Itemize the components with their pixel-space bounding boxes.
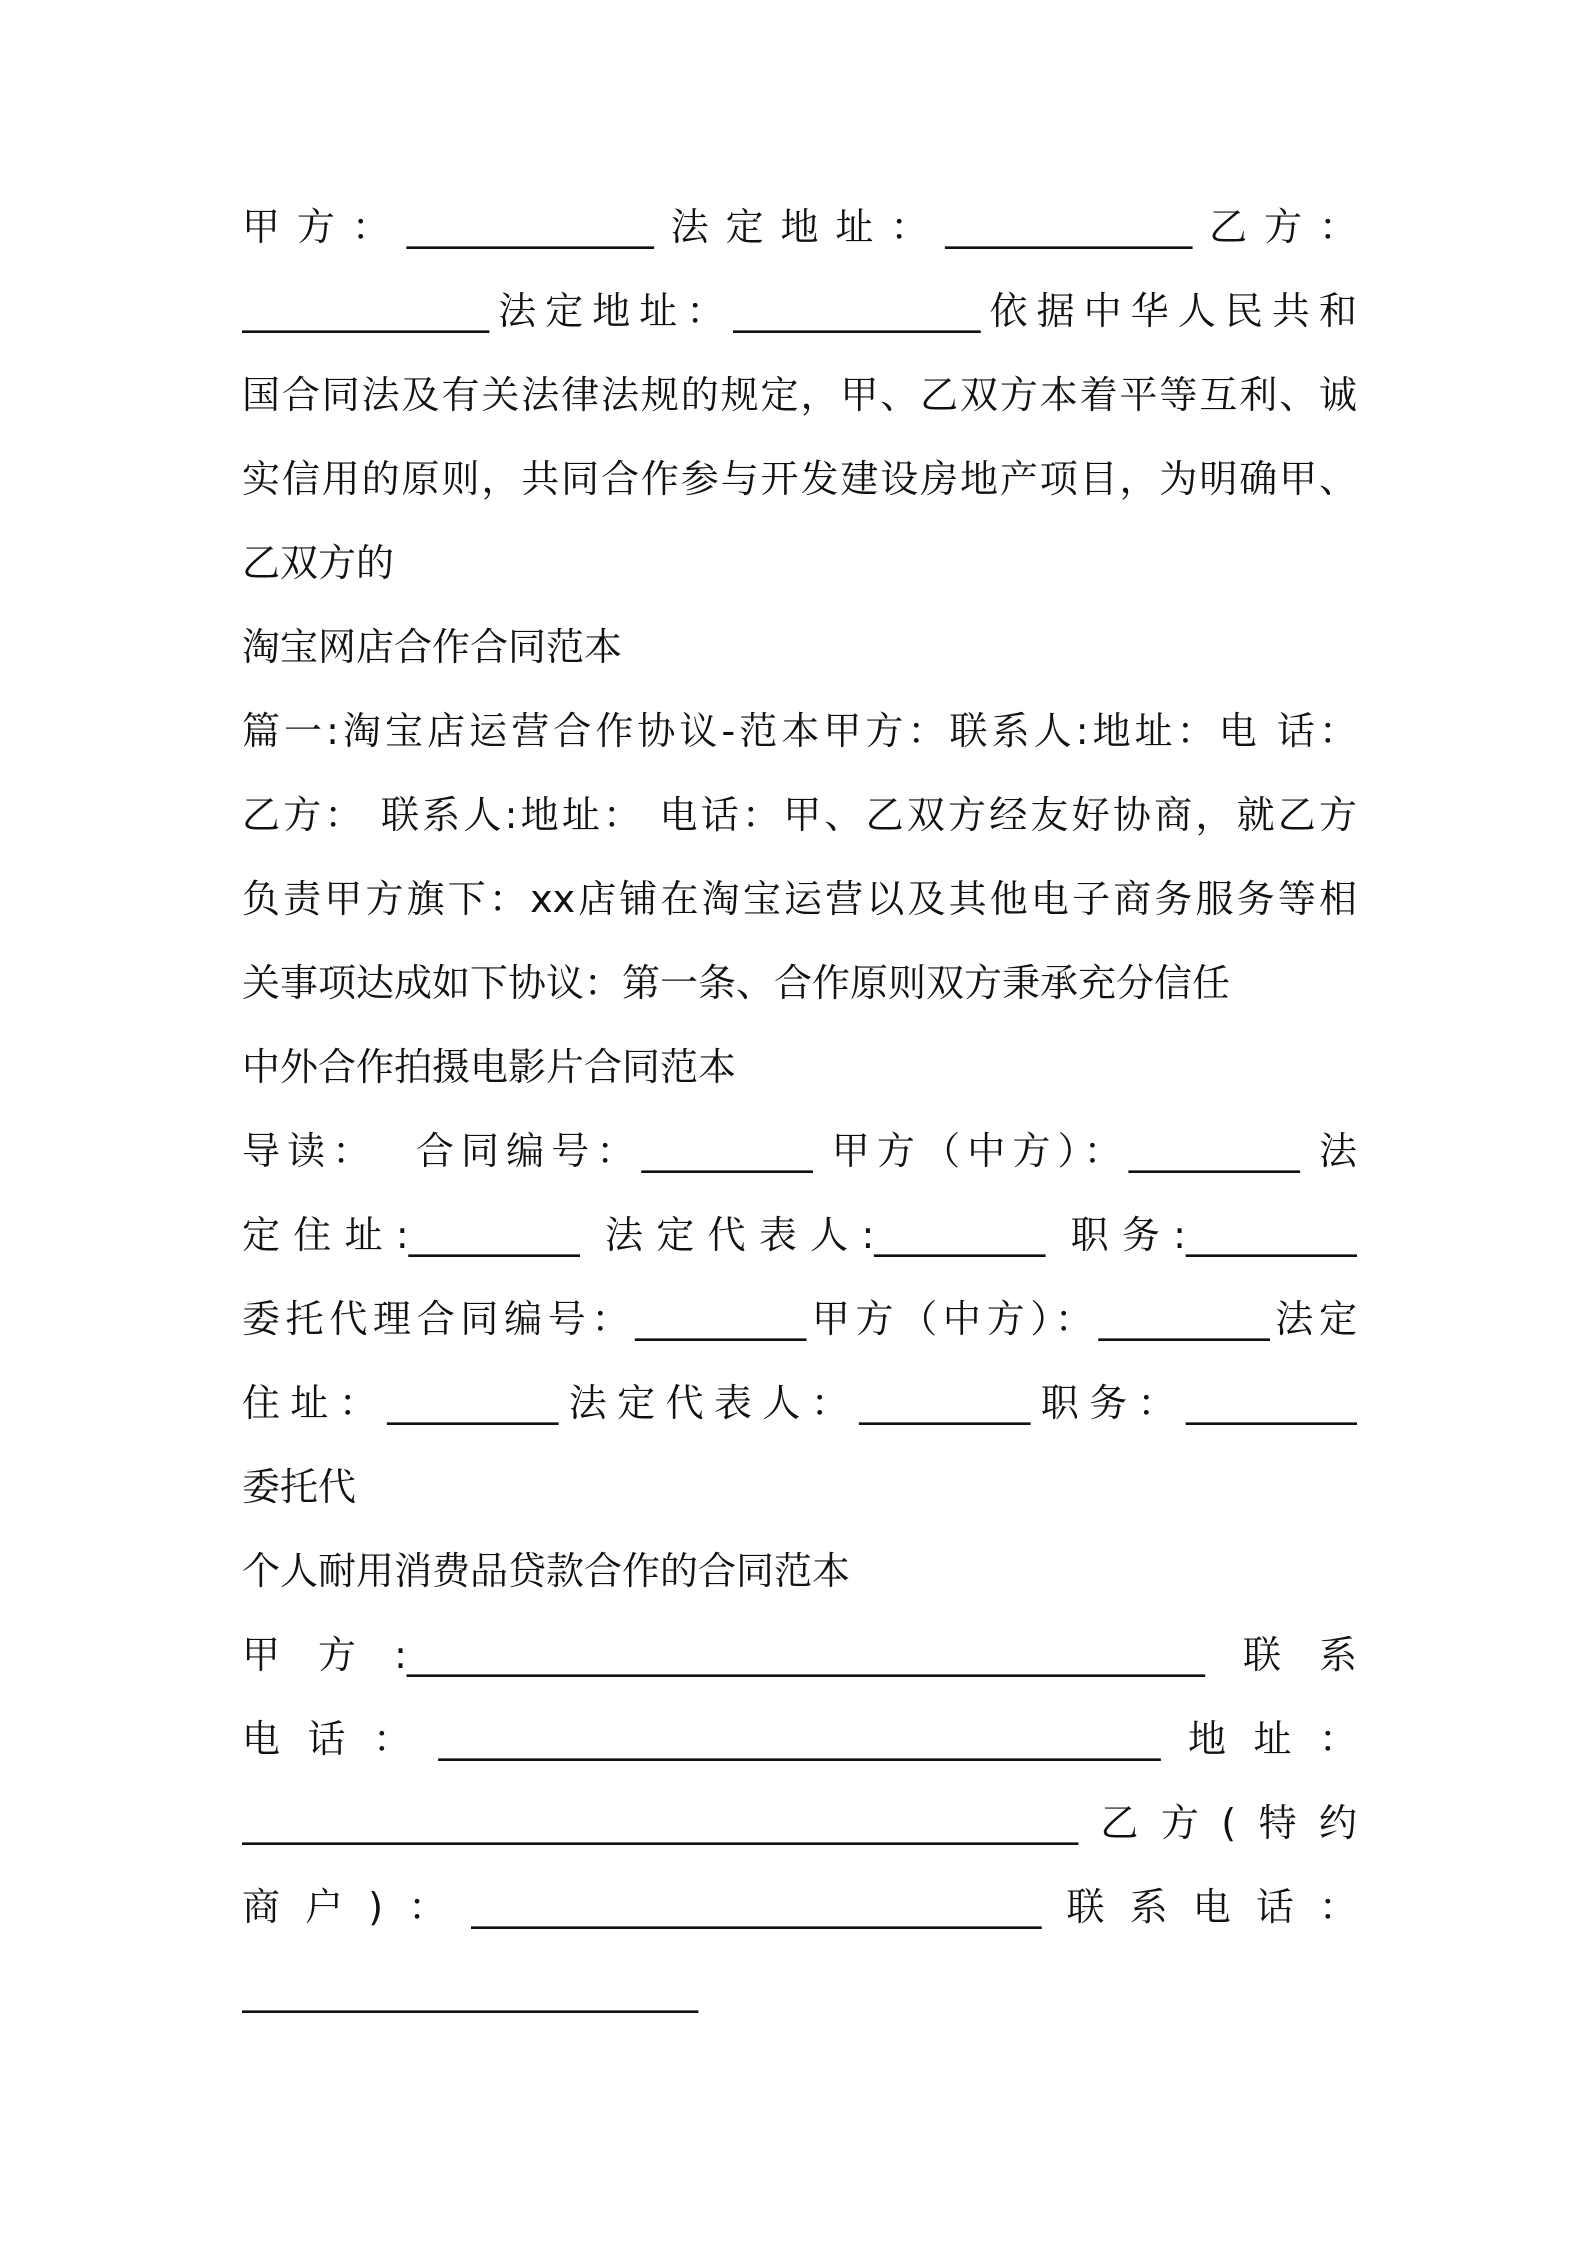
text-line: 实信用的原则，共同合作参与开发建设房地产项目，为明确甲、 bbox=[242, 457, 1357, 501]
text-line: 电话：______________________________________地址： bbox=[242, 1717, 1357, 1761]
section-heading: 中外合作拍摄电影片合同范本 bbox=[242, 1045, 737, 1089]
section-heading: 个人耐用消费品贷款合作的合同范本 bbox=[242, 1549, 851, 1593]
text-line: 篇一:淘宝店运营合作协议-范本甲方：联系人:地址：电 话： bbox=[242, 709, 1357, 753]
text-line: 委托代理合同编号：_________甲方（中方）：_________法定 bbox=[242, 1297, 1357, 1341]
text-line: 关事项达成如下协议：第一条、合作原则双方秉承充分信任 bbox=[242, 961, 1231, 1005]
text-line: 导读： 合同编号：_________ 甲方（中方）：_________ 法 bbox=[242, 1129, 1357, 1173]
text-line: 国合同法及有关法律法规的规定，甲、乙双方本着平等互利、诚 bbox=[242, 373, 1357, 417]
text-line: 商户)：______________________________联系电话： bbox=[242, 1885, 1357, 1929]
text-line: ________________________ bbox=[242, 1969, 698, 2013]
text-line: _____________法定地址：_____________依据中华人民共和 bbox=[242, 289, 1357, 333]
text-line: 甲方:__________________________________________联系 bbox=[242, 1633, 1357, 1677]
text-line: 乙方： 联系人:地址： 电话：甲、乙双方经友好协商，就乙方 bbox=[242, 793, 1357, 837]
text-line: ____________________________________________乙方(特约 bbox=[242, 1801, 1357, 1845]
text-line: 住址：_________法定代表人：_________职务：_________ bbox=[242, 1381, 1357, 1425]
text-line: 定住址:_________ 法定代表人:_________ 职务:_________ bbox=[242, 1213, 1357, 1257]
text-line: 甲方：_____________法定地址：_____________乙方： bbox=[242, 205, 1357, 249]
text-line: 乙双方的 bbox=[242, 541, 395, 585]
text-line: 委托代 bbox=[242, 1465, 357, 1509]
text-line: 负责甲方旗下：xx店铺在淘宝运营以及其他电子商务服务等相 bbox=[242, 877, 1357, 921]
section-heading: 淘宝网店合作合同范本 bbox=[242, 625, 623, 669]
